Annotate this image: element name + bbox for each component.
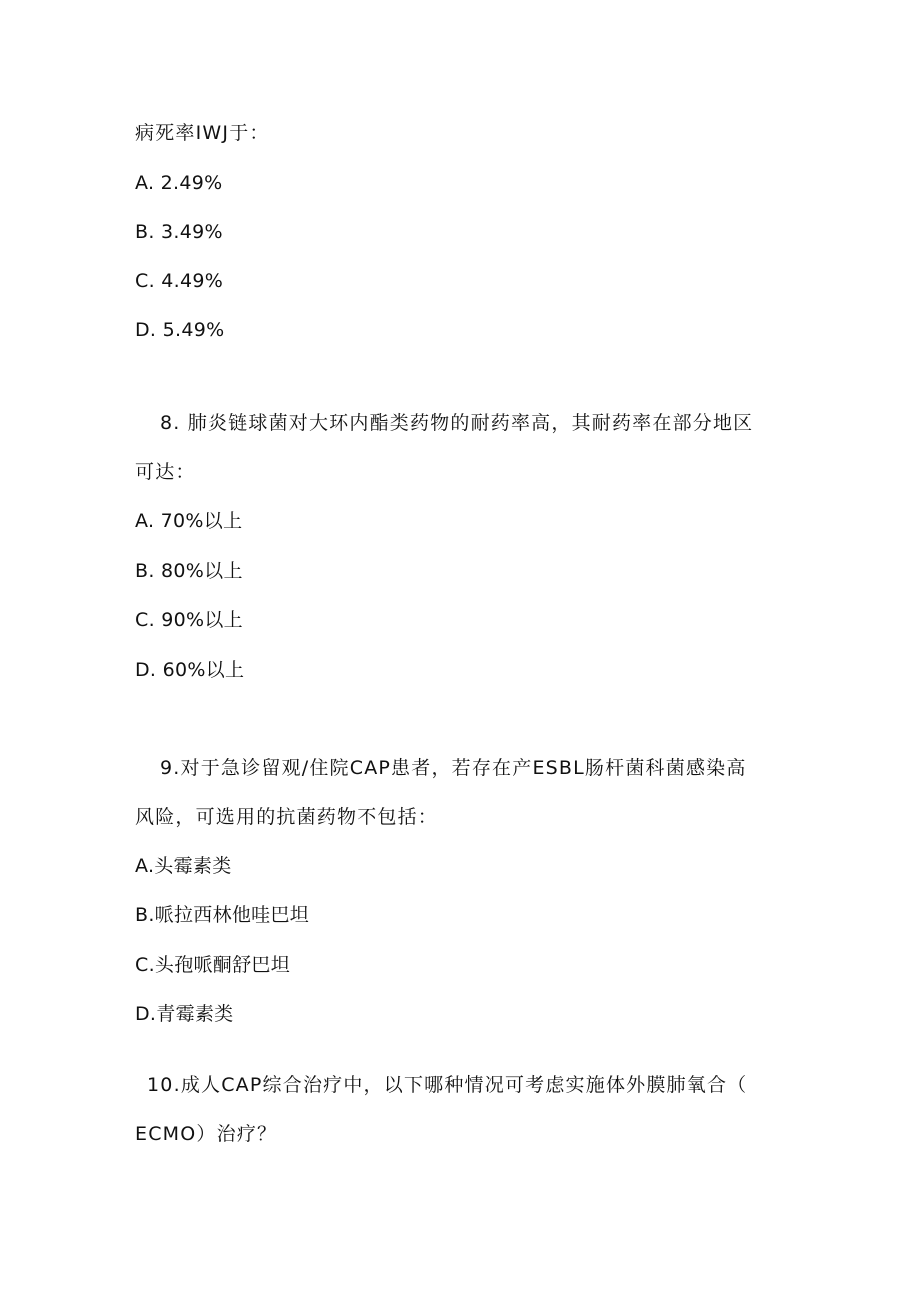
q7-stem-tail: 病死率IWJ于： (135, 122, 270, 144)
q10-stem-line2: ECMO）治疗？ (135, 1123, 278, 1145)
q8-option-d: D. 60%以上 (135, 659, 245, 681)
q8-option-b: B. 80%以上 (135, 560, 243, 582)
q7-option-c: C. 4.49% (135, 270, 224, 292)
q9-stem-line1: 9.对于急诊留观/住院CAP患者，若存在产ESBL肠杆菌科菌感染高 (160, 757, 747, 779)
q10-stem-line1: 10.成人CAP综合治疗中，以下哪种情况可考虑实施体外膜肺氧合（ (147, 1074, 748, 1096)
q8-stem-line2: 可达： (135, 461, 196, 483)
q9-option-c: C.头孢哌酮舒巴坦 (135, 954, 291, 976)
q9-option-b: B.哌拉西林他哇巴坦 (135, 904, 310, 926)
q8-option-c: C. 90%以上 (135, 609, 243, 631)
q7-option-a: A. 2.49% (135, 172, 223, 194)
q9-option-a: A.头霉素类 (135, 855, 232, 877)
q8-stem-line1: 8. 肺炎链球菌对大环内酯类药物的耐药率高，其耐药率在部分地区 (160, 412, 754, 434)
q9-stem-line2: 风险，可选用的抗菌药物不包括： (135, 806, 439, 828)
q7-option-b: B. 3.49% (135, 221, 223, 243)
q8-option-a: A. 70%以上 (135, 510, 243, 532)
q7-option-d: D. 5.49% (135, 319, 225, 341)
q9-option-d: D.青霉素类 (135, 1003, 234, 1025)
